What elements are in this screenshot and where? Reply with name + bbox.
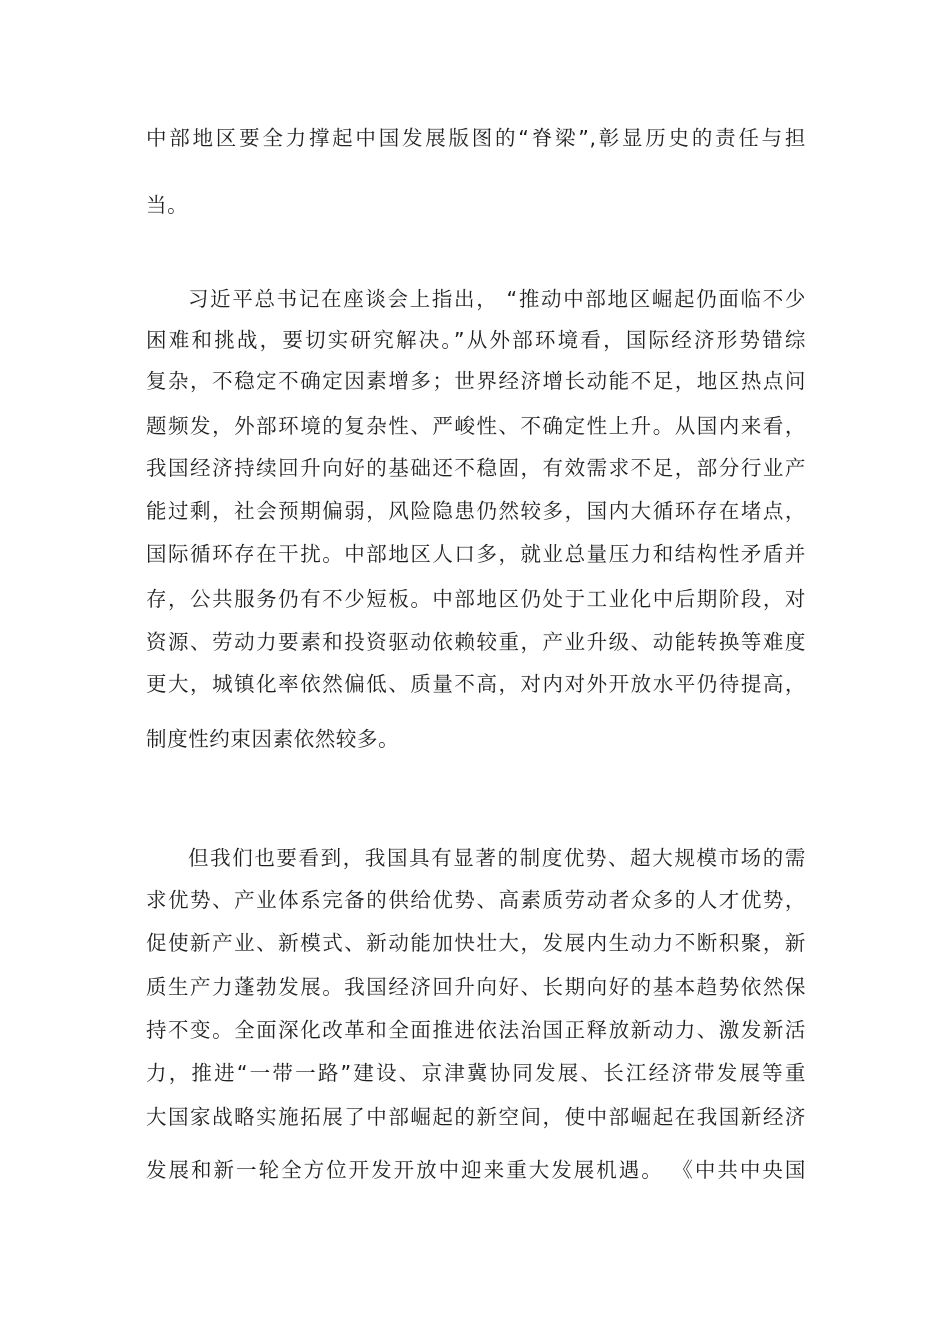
paragraph-line: 发展和新一轮全方位开发开放中迎来重大发展机遇。 《中共中央国 — [146, 1158, 806, 1182]
paragraph-line: 习近平总书记在座谈会上指出， “推动中部地区崛起仍面临不少 — [188, 287, 806, 311]
paragraph-line: 中部地区要全力撑起中国发展版图的“脊梁”,彰显历史的责任与担 — [146, 126, 806, 150]
paragraph-line: 持不变。全面深化改革和全面推进依法治国正释放新动力、激发新活 — [146, 1018, 806, 1042]
paragraph-line: 困难和挑战，要切实研究解决。”从外部环境看，国际经济形势错综 — [146, 328, 806, 352]
paragraph-line: 促使新产业、新模式、新动能加快壮大，发展内生动力不断积聚，新 — [146, 931, 806, 955]
paragraph-line: 资源、劳动力要素和投资驱动依赖较重，产业升级、动能转换等难度 — [146, 630, 806, 654]
paragraph-line: 国际循环存在干扰。中部地区人口多，就业总量压力和结构性矛盾并 — [146, 542, 806, 566]
paragraph-line: 题频发，外部环境的复杂性、严峻性、不确定性上升。从国内来看， — [146, 414, 806, 438]
paragraph-line: 大国家战略实施拓展了中部崛起的新空间，使中部崛起在我国新经济 — [146, 1105, 806, 1129]
paragraph-line: 我国经济持续回升向好的基础还不稳固，有效需求不足，部分行业产 — [146, 456, 806, 480]
paragraph-line: 更大，城镇化率依然偏低、质量不高，对内对外开放水平仍待提高， — [146, 672, 806, 696]
paragraph-line: 制度性约束因素依然较多。 — [146, 727, 400, 751]
paragraph-line: 力，推进“一带一路”建设、京津冀协同发展、长江经济带发展等重 — [146, 1061, 806, 1085]
paragraph-line: 当。 — [146, 193, 189, 217]
paragraph-line: 能过剩，社会预期偏弱，风险隐患仍然较多，国内大循环存在堵点， — [146, 499, 806, 523]
paragraph-line: 求优势、产业体系完备的供给优势、高素质劳动者众多的人才优势， — [146, 888, 806, 912]
paragraph-line: 复杂，不稳定不确定因素增多；世界经济增长动能不足，地区热点问 — [146, 369, 806, 393]
paragraph-line: 存，公共服务仍有不少短板。中部地区仍处于工业化中后期阶段，对 — [146, 587, 806, 611]
paragraph-line: 质生产力蓬勃发展。我国经济回升向好、长期向好的基本趋势依然保 — [146, 975, 806, 999]
paragraph-line: 但我们也要看到，我国具有显著的制度优势、超大规模市场的需 — [188, 846, 806, 870]
